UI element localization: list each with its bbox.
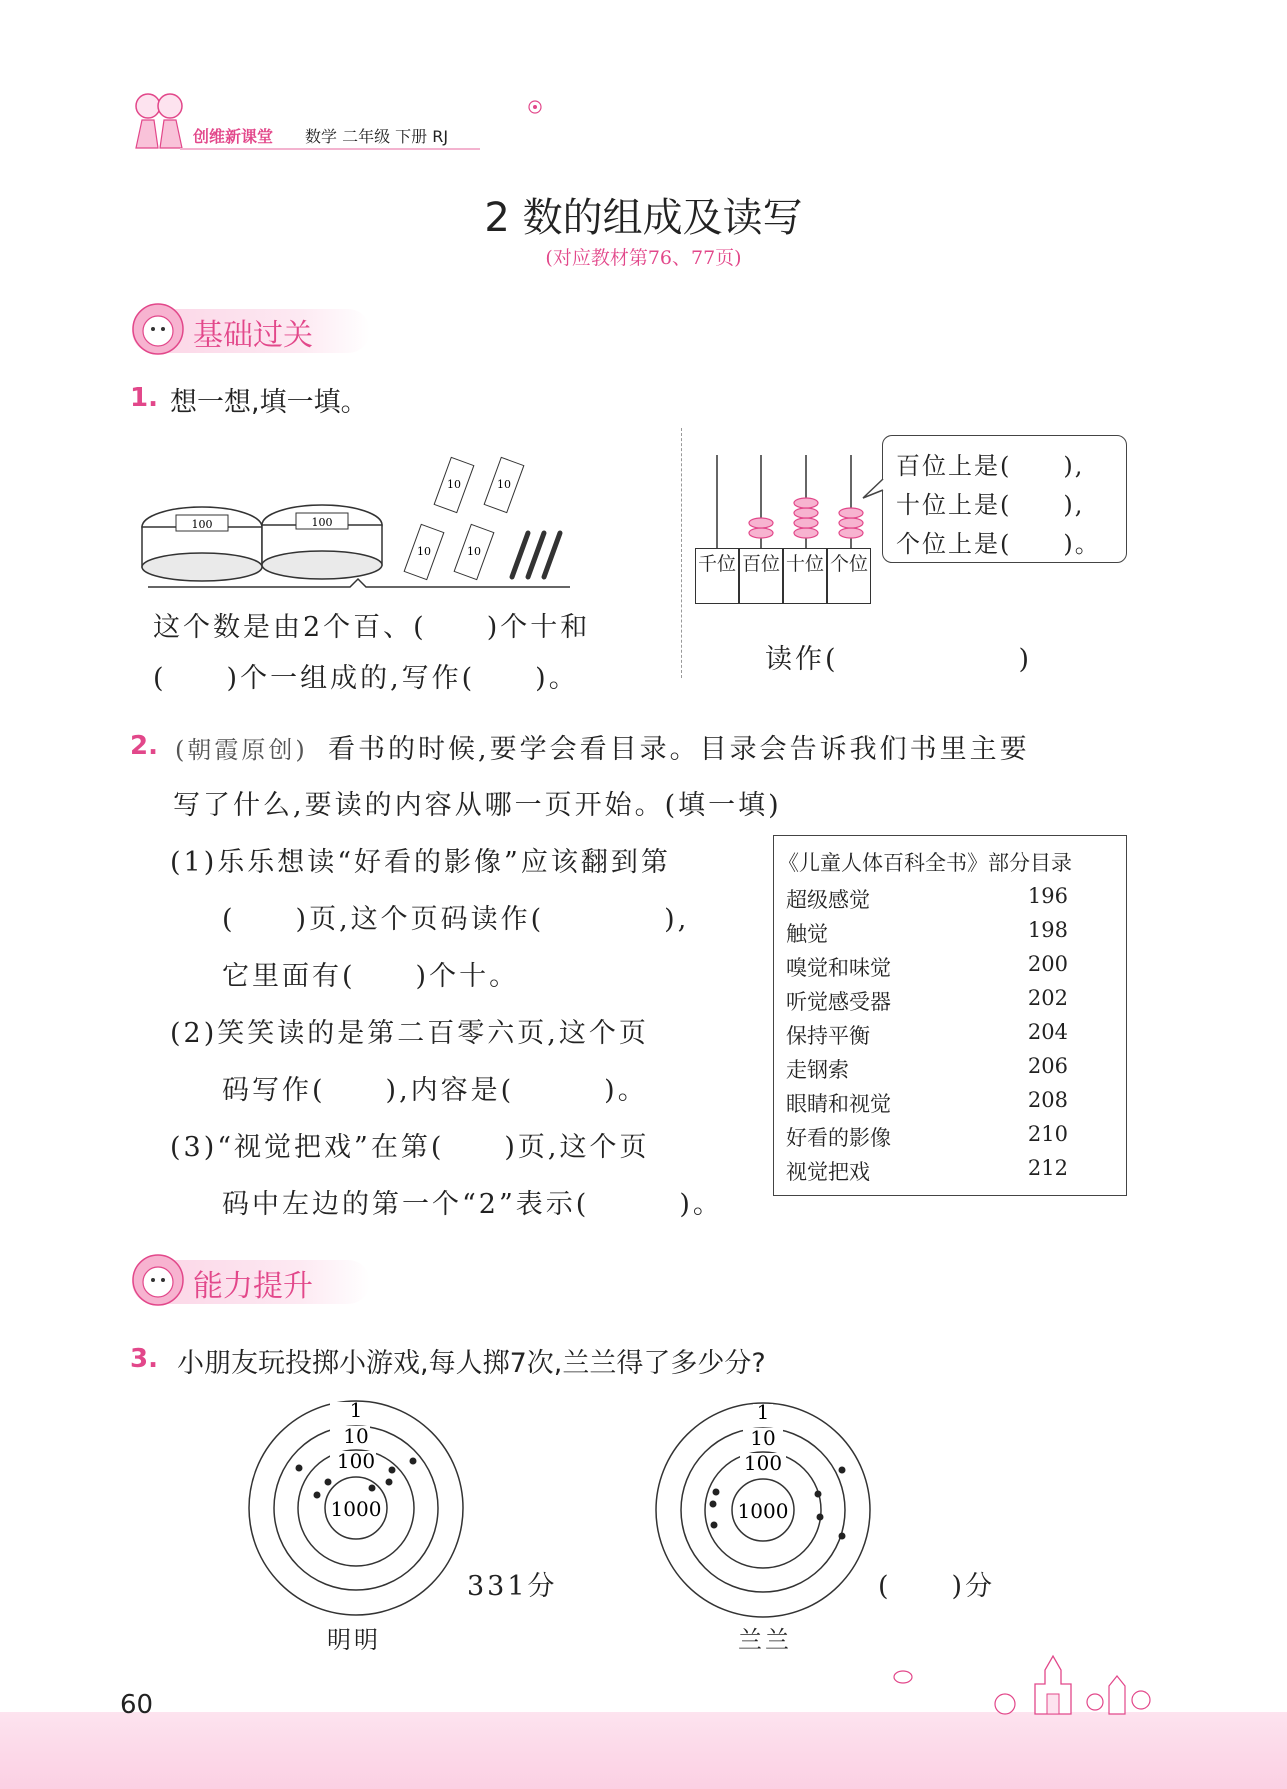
- question-2-line-1: 看书的时候,要学会看目录。目录会告诉我们书里主要: [328, 734, 1030, 765]
- bubble-line-ones: 个位上是( )。: [896, 530, 1101, 558]
- bubble-line-hundreds: 百位上是( ),: [896, 452, 1085, 480]
- ring-label: 1000: [737, 1499, 789, 1523]
- table-of-contents-box: [773, 835, 1127, 1196]
- toc-entry-name: 保持平衡: [786, 1024, 870, 1048]
- lanlan-score: ( )分: [878, 1571, 996, 1602]
- flower-decoration-icon: [526, 98, 544, 116]
- toc-entry-name: 走钢索: [786, 1058, 849, 1082]
- footer-band: [0, 1712, 1287, 1789]
- mingming-score: 331分: [467, 1571, 558, 1602]
- bundle-label: 10: [467, 545, 481, 558]
- question-2-part-2-line-1: (2)笑笑读的是第二百零六页,这个页: [170, 1018, 649, 1049]
- question-2-part-1-line-2: ( )页,这个页码读作( ),: [222, 904, 690, 935]
- toc-row: [786, 1088, 1116, 1118]
- ten-bundle: [454, 524, 494, 579]
- toc-entry-name: 触觉: [786, 922, 828, 946]
- ten-bundle: [434, 457, 474, 512]
- toc-row: [786, 918, 1116, 948]
- single-stick: [544, 533, 560, 577]
- bundle-label: 100: [191, 518, 213, 531]
- toc-row: [786, 952, 1116, 982]
- toc-entry-page: 212: [1027, 1156, 1068, 1180]
- toc-entry-name: 眼睛和视觉: [786, 1092, 891, 1116]
- toc-row: [786, 986, 1116, 1016]
- question-2-part-3-line-2: 码中左边的第一个“2”表示( )。: [222, 1189, 723, 1220]
- page-title: 2 数的组成及读写: [484, 195, 803, 241]
- abacus-beads-tens: [794, 498, 818, 538]
- question-2-part-2-line-2: 码写作( ),内容是( )。: [222, 1075, 648, 1106]
- ring-label: 100: [743, 1451, 783, 1475]
- vertical-dashed-divider: [681, 428, 682, 678]
- question-3-text: 小朋友玩投掷小游戏,每人掷7次,兰兰得了多少分?: [177, 1348, 766, 1379]
- bubble-line-tens: 十位上是( ),: [896, 491, 1085, 519]
- header-mascot-illustration: [128, 88, 190, 154]
- section-title-advanced: 能力提升: [193, 1269, 313, 1304]
- mascot-icon: [130, 1252, 186, 1308]
- toc-entry-name: 视觉把戏: [786, 1160, 870, 1184]
- toc-entry-name: 听觉感受器: [786, 990, 891, 1014]
- section-title-basic: 基础过关: [193, 318, 313, 353]
- toc-entry-page: 204: [1027, 1020, 1068, 1044]
- ring-label: 1: [349, 1398, 363, 1422]
- header-brand: 创维新课堂: [193, 127, 274, 146]
- abacus-illustration: [694, 445, 874, 548]
- abacus-label: 千位: [695, 548, 739, 604]
- question-2-source: (朝霞原创): [175, 736, 308, 764]
- bundle-label: 10: [417, 545, 431, 558]
- hundred-bundle: [262, 505, 382, 579]
- toc-row: [786, 1156, 1116, 1186]
- abacus-beads-hundreds: [749, 518, 773, 538]
- toc-entry-name: 嗅觉和味觉: [786, 956, 891, 980]
- page-subtitle: (对应教材第76、77页): [545, 247, 742, 269]
- ring-label: 100: [336, 1449, 376, 1473]
- toc-entry-name: 好看的影像: [786, 1126, 891, 1150]
- flower-decoration-icon: [892, 1668, 914, 1686]
- question-1-line-2: ( )个一组成的,写作( )。: [153, 663, 579, 694]
- ten-bundle: [404, 524, 444, 579]
- question-1-line-1: 这个数是由2个百、( )个十和: [153, 612, 591, 643]
- lanlan-name: 兰兰: [738, 1626, 792, 1654]
- bundle-label: 100: [311, 516, 333, 529]
- speech-bubble-tail: [862, 478, 884, 504]
- target-mingming: [246, 1398, 466, 1618]
- question-2-part-3-line-1: (3)“视觉把戏”在第( )页,这个页: [170, 1132, 650, 1163]
- header-divider: [180, 148, 480, 150]
- question-1-number: 1.: [130, 383, 158, 413]
- question-3-number: 3.: [130, 1344, 158, 1374]
- question-2-part-1-line-1: (1)乐乐想读“好看的影像”应该翻到第: [170, 847, 671, 878]
- toc-entry-page: 196: [1027, 884, 1068, 908]
- question-1-text: 想一想,填一填。: [170, 387, 368, 418]
- single-stick: [528, 533, 544, 577]
- abacus-label: 个位: [827, 548, 871, 604]
- toc-title: 《儿童人体百科全书》部分目录: [778, 851, 1072, 875]
- castle-decoration-icon: [985, 1650, 1155, 1716]
- toc-entry-name: 超级感觉: [786, 888, 870, 912]
- page-number: 60: [120, 1690, 154, 1720]
- hundred-bundle: [142, 507, 262, 581]
- bundle-label: 10: [447, 478, 461, 491]
- ring-label: 10: [343, 1424, 369, 1448]
- target-lanlan: [653, 1400, 873, 1620]
- bundle-label: 10: [497, 478, 511, 491]
- toc-entry-page: 210: [1027, 1122, 1068, 1146]
- ring-label: 1: [756, 1400, 770, 1424]
- toc-entry-page: 208: [1027, 1088, 1068, 1112]
- mascot-icon: [130, 301, 186, 357]
- toc-row: [786, 1020, 1116, 1050]
- toc-entry-page: 198: [1027, 918, 1068, 942]
- toc-row: [786, 884, 1116, 914]
- question-2-line-2: 写了什么,要读的内容从哪一页开始。(填一填): [173, 790, 782, 821]
- ten-bundle: [484, 457, 524, 512]
- abacus-label: 百位: [739, 548, 783, 604]
- toc-row: [786, 1054, 1116, 1084]
- abacus-beads-ones: [839, 508, 863, 538]
- header-subject: 数学 二年级 下册 RJ: [305, 127, 449, 146]
- mingming-name: 明明: [327, 1626, 381, 1654]
- counting-bundles-illustration: [140, 455, 580, 595]
- abacus-label: 十位: [783, 548, 827, 604]
- single-stick: [512, 533, 528, 577]
- question-2-part-1-line-3: 它里面有( )个十。: [222, 961, 520, 992]
- question-2-number: 2.: [130, 731, 158, 761]
- toc-row: [786, 1122, 1116, 1152]
- abacus-place-labels: [695, 548, 871, 604]
- toc-entry-page: 202: [1027, 986, 1068, 1010]
- toc-entry-page: 200: [1027, 952, 1068, 976]
- question-1-read-as: 读作( ): [765, 644, 1033, 675]
- ring-label: 10: [750, 1426, 776, 1450]
- toc-entry-page: 206: [1027, 1054, 1068, 1078]
- ring-label: 1000: [330, 1497, 382, 1521]
